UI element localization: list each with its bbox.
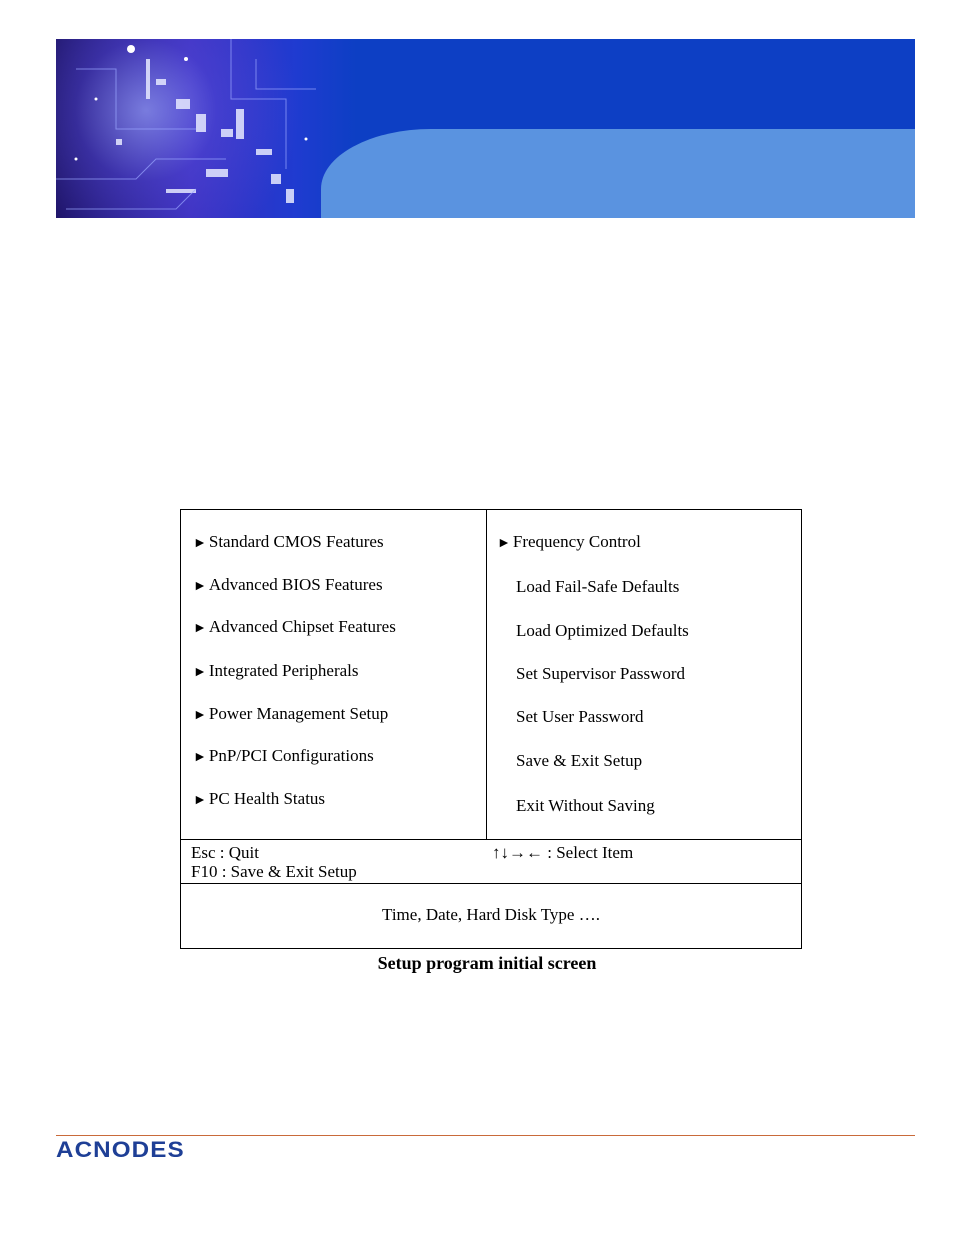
menu-item-label: Power Management Setup [208,704,389,723]
acnodes-logo: ACNODES [56,1137,185,1162]
menu-item-exit-without-saving[interactable] [516,796,655,816]
menu-item-label: Load Optimized Defaults [516,621,689,640]
esc-key-hint: Esc : Quit [191,843,259,862]
menu-item-load-optimized[interactable] [516,621,689,641]
submenu-arrow-icon: ► [193,793,207,808]
menu-item-label: Set Supervisor Password [516,664,686,683]
bios-setup-screen [180,509,802,949]
key-legend-left [191,843,357,881]
menu-item-pc-health[interactable] [193,789,325,811]
menu-item-label: Load Fail-Safe Defaults [516,577,680,596]
menu-item-label: Set User Password [516,707,644,726]
menu-item-advanced-chipset[interactable] [193,617,396,639]
menu-item-supervisor-password[interactable] [516,664,685,684]
menu-item-power-management[interactable] [193,704,388,726]
menu-item-label: Advanced BIOS Features [208,575,383,594]
menu-item-load-fail-safe[interactable] [516,577,679,597]
figure-caption: Setup program initial screen [377,953,597,973]
menu-item-label: Integrated Peripherals [208,661,359,680]
footer-rule [56,1135,915,1136]
menu-item-standard-cmos[interactable] [193,532,384,554]
circuit-traces-graphic [56,39,356,218]
menu-item-label: Exit Without Saving [516,796,655,815]
submenu-arrow-icon: ► [193,665,207,680]
submenu-arrow-icon: ► [193,579,207,594]
menu-item-integrated-peripherals[interactable] [193,661,359,683]
select-key-hint: ↑↓→← : Select Item [492,843,634,862]
left-menu-column [181,510,487,840]
submenu-arrow-icon: ► [193,536,207,551]
menu-item-frequency-control[interactable] [497,532,641,554]
menu-item-label: Advanced Chipset Features [208,617,396,636]
right-menu-column [487,510,803,840]
menu-item-label: PnP/PCI Configurations [208,746,374,765]
menu-item-save-exit[interactable] [516,751,642,771]
header-banner [56,39,915,218]
menu-item-pnp-pci[interactable] [193,746,374,768]
menu-item-advanced-bios[interactable] [193,575,383,597]
divider-line [181,839,801,840]
item-help-text: Time, Date, Hard Disk Type …. [382,905,600,924]
banner-swoosh-shape [321,129,915,218]
submenu-arrow-icon: ► [193,708,207,723]
submenu-arrow-icon: ► [193,621,207,636]
divider-line [181,883,801,884]
submenu-arrow-icon: ► [497,536,511,551]
submenu-arrow-icon: ► [193,750,207,765]
menu-item-user-password[interactable] [516,707,644,727]
menu-item-label: PC Health Status [208,789,326,808]
f10-key-hint: F10 : Save & Exit Setup [191,862,357,881]
menu-item-label: Save & Exit Setup [516,751,643,770]
menu-item-label: Standard CMOS Features [208,532,384,551]
menu-item-label: Frequency Control [512,532,641,551]
